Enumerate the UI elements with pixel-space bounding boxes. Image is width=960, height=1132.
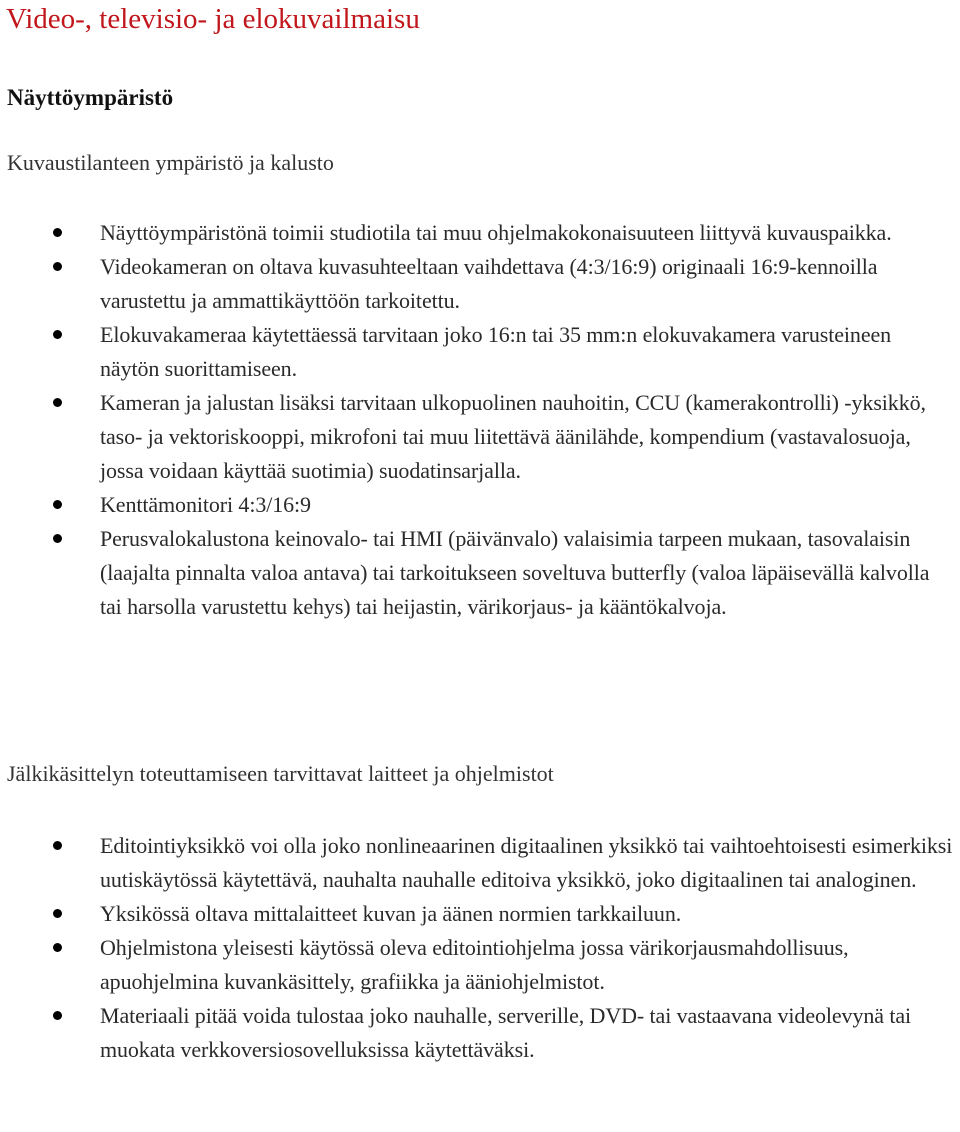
list-item bbox=[0, 386, 960, 488]
bullet-icon bbox=[53, 330, 62, 339]
list-item-text: Elokuvakameraa käytettäessä tarvitaan joko 16:n tai 35 mm:n elokuvakamera varusteineen näytön suorittamiseen. bbox=[100, 322, 892, 381]
list-item-text: Perusvalokalustona keinovalo- tai HMI (päivänvalo) valaisimia tarpeen mukaan, tasovalaisin (laajalta pinnalta valoa antava) tai tarkoitukseen soveltuva butterfly (valoa läpäisevällä kalvolla tai harsolla varustettu kehys) tai heijastin, värikorjaus- ja kääntökalvoja. bbox=[100, 526, 930, 619]
subheading-equipment: Kuvaustilanteen ympäristö ja kalusto bbox=[7, 150, 334, 175]
bullet-icon bbox=[53, 534, 62, 543]
bullet-icon bbox=[53, 228, 62, 237]
list-item-text: Ohjelmistona yleisesti käytössä oleva editointiohjelma jossa värikorjausmahdollisuus, apuohjelmina kuvankäsittely, grafiikka ja ääniohjelmistot. bbox=[100, 935, 849, 994]
section-heading: Näyttöympäristö bbox=[7, 85, 174, 110]
equipment-list bbox=[0, 216, 960, 624]
list-item bbox=[0, 522, 960, 624]
bullet-icon bbox=[53, 1011, 62, 1020]
list-item-text: Kenttämonitori 4:3/16:9 bbox=[100, 492, 311, 517]
page-title: Video-, televisio- ja elokuvailmaisu bbox=[6, 3, 420, 35]
list-item-text: Yksikössä oltava mittalaitteet kuvan ja äänen normien tarkkailuun. bbox=[100, 901, 682, 926]
list-item-text: Kameran ja jalustan lisäksi tarvitaan ulkopuolinen nauhoitin, CCU (kamerakontrolli) -yksikkö, taso- ja vektoriskooppi, mikrofoni tai muu liitettävä äänilähde, kompendium (vastavalosuoja, jossa voidaan käyttää suotimia) suodatinsarjalla. bbox=[100, 390, 926, 483]
list-item-text: Näyttöympäristönä toimii studiotila tai muu ohjelmakokonaisuuteen liittyvä kuvauspaikka. bbox=[100, 220, 892, 245]
bullet-icon bbox=[53, 909, 62, 918]
bullet-icon bbox=[53, 262, 62, 271]
postproduction-list bbox=[0, 829, 960, 1067]
list-item bbox=[0, 999, 960, 1067]
list-item bbox=[0, 931, 960, 999]
bullet-icon bbox=[53, 841, 62, 850]
list-item bbox=[0, 216, 960, 250]
list-item bbox=[0, 897, 960, 931]
bullet-icon bbox=[53, 943, 62, 952]
list-item bbox=[0, 250, 960, 318]
bullet-icon bbox=[53, 398, 62, 407]
list-item bbox=[0, 829, 960, 897]
list-item-text: Editointiyksikkö voi olla joko nonlineaarinen digitaalinen yksikkö tai vaihtoehtoisesti esimerkiksi uutiskäytössä käytettävä, nauhalta nauhalle editoiva yksikkö, joko digitaalinen tai analoginen. bbox=[100, 833, 953, 892]
bullet-icon bbox=[53, 500, 62, 509]
list-item bbox=[0, 318, 960, 386]
list-item-text: Materiaali pitää voida tulostaa joko nauhalle, serverille, DVD- tai vastaavana videolevynä tai muokata verkkoversiosovelluksissa käytettäväksi. bbox=[100, 1003, 912, 1062]
subheading-postproduction: Jälkikäsittelyn toteuttamiseen tarvittavat laitteet ja ohjelmistot bbox=[7, 761, 554, 786]
list-item-text: Videokameran on oltava kuvasuhteeltaan vaihdettava (4:3/16:9) originaali 16:9-kennoilla varustettu ja ammattikäyttöön tarkoitettu. bbox=[100, 254, 878, 313]
list-item bbox=[0, 488, 960, 522]
